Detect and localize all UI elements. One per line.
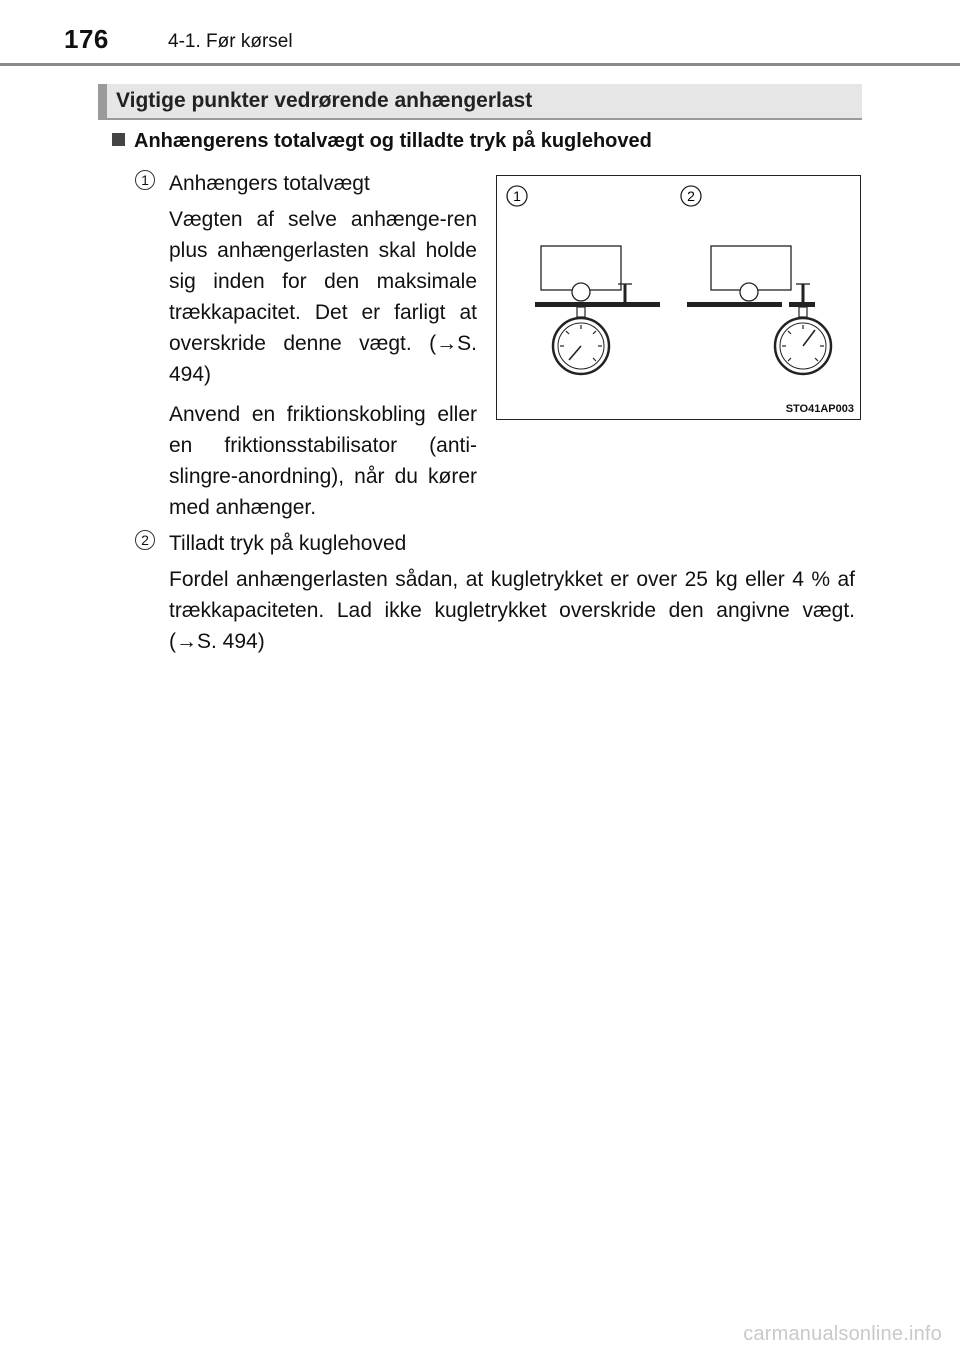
scale-stem-right [799, 307, 807, 317]
section-bar-accent [98, 84, 107, 118]
figure-code: STO41AP003 [785, 403, 854, 415]
figure-illustration [497, 176, 859, 418]
trailer-wheel-left [572, 283, 590, 301]
figure-marker-2-text: 2 [687, 188, 695, 204]
square-bullet-icon [112, 133, 125, 146]
chapter-label: 4-1. Før kørsel [168, 31, 293, 52]
trailer-wheel-right [740, 283, 758, 301]
header-rule [0, 63, 960, 66]
item-marker-1: 1 [135, 170, 155, 190]
item-1-paragraph-1: Vægten af selve anhænge-ren plus anhængerlasten skal holde sig inden for den maksimale trækkapacitet. Det er farligt at overskride denne vægt. (→S. 494) [169, 208, 477, 386]
trailer-scale-right [687, 246, 831, 374]
section-title: Vigtige punkter vedrørende anhængerlast [116, 89, 533, 112]
scale-stem-left [577, 307, 585, 317]
subheading-text: Anhængerens totalvægt og tilladte tryk på kuglehoved [134, 130, 652, 152]
item-1-body [169, 204, 477, 532]
page-header [0, 0, 960, 70]
figure-marker-1-text: 1 [513, 188, 521, 204]
section-title-bar [98, 84, 862, 120]
scale-platform-left [535, 302, 660, 307]
item-marker-2: 2 [135, 530, 155, 550]
item-title-1: Anhængers totalvægt [169, 172, 370, 195]
subheading [112, 130, 652, 153]
scale-platform-right [789, 302, 815, 307]
item-title-2: Tilladt tryk på kuglehoved [169, 532, 407, 555]
watermark: carmanualsonline.info [743, 1323, 942, 1345]
trailer-weight-figure [496, 175, 861, 420]
item-1-paragraph-2: Anvend en friktionskobling eller en friktionsstabilisator (anti-slingre-anordning), når du kører med anhænger. [169, 403, 477, 519]
item-2-paragraph-1: Fordel anhængerlasten sådan, at kugletrykket er over 25 kg eller 4 % af trækkapaciteten. Lad ikke kugletrykket overskride den angivne vægt. (→S. 494) [169, 568, 855, 653]
trailer-scale-left [535, 246, 660, 374]
item-2-body [169, 564, 855, 666]
page-number: 176 [64, 24, 109, 54]
ground-right [687, 302, 782, 307]
